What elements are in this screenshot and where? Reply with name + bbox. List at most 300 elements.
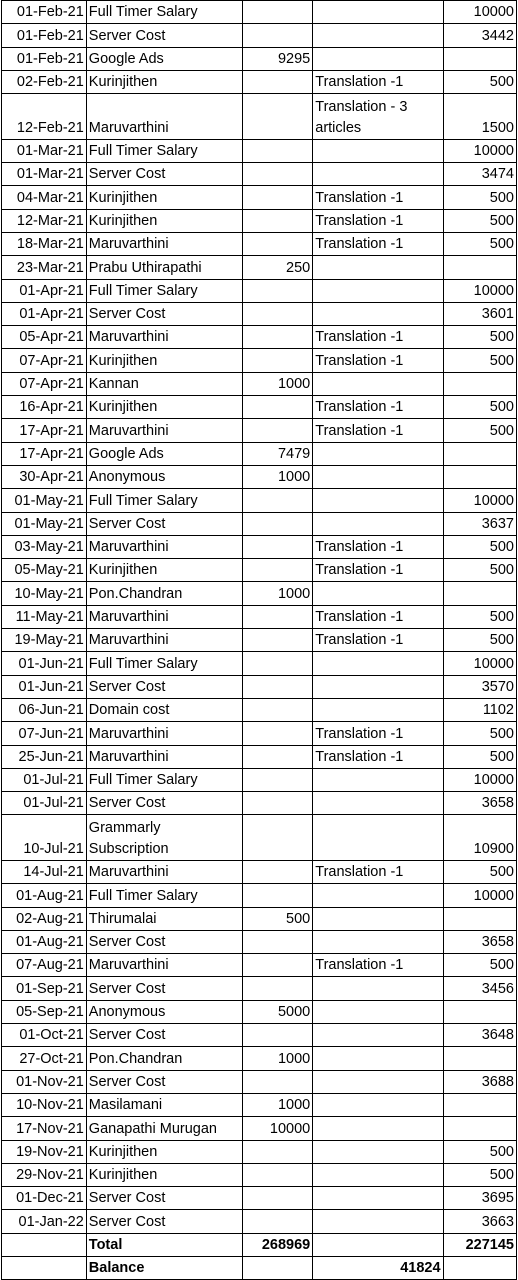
date-cell: 05-Apr-21 [2,326,87,349]
expense-cell: 10000 [443,768,516,791]
note-cell [313,372,443,395]
expense-cell: 500 [443,186,516,209]
note-cell: Translation -1 [313,396,443,419]
expense-cell: 10000 [443,884,516,907]
income-cell [242,279,312,302]
date-cell: 14-Jul-21 [2,860,87,883]
income-cell [242,698,312,721]
description-cell: Maruvarthini [86,94,242,140]
table-row [2,302,517,325]
expense-cell [443,256,516,279]
table-row [2,442,517,465]
table-row [2,256,517,279]
table-row [2,163,517,186]
income-cell [242,94,312,140]
income-cell: 9295 [242,47,312,70]
date-cell: 01-Mar-21 [2,139,87,162]
table-row [2,326,517,349]
income-cell [242,815,312,861]
table-row [2,279,517,302]
description-cell: Kurinjithen [86,396,242,419]
income-cell [242,302,312,325]
description-cell: Ganapathi Murugan [86,1117,242,1140]
table-row [2,1163,517,1186]
table-row [2,1000,517,1023]
date-cell: 07-Apr-21 [2,372,87,395]
note-cell [313,24,443,47]
income-cell: 1000 [242,1093,312,1116]
note-cell [313,792,443,815]
expense-cell [443,465,516,488]
note-cell [313,652,443,675]
income-cell: 500 [242,907,312,930]
note-cell: Translation -1 [313,605,443,628]
description-cell: Server Cost [86,302,242,325]
note-cell: Translation -1 [313,559,443,582]
table-row [2,535,517,558]
date-cell: 11-May-21 [2,605,87,628]
description-cell: Grammarly Subscription [86,815,242,861]
expense-cell: 500 [443,232,516,255]
income-cell [242,954,312,977]
table-row [2,465,517,488]
date-cell: 25-Jun-21 [2,745,87,768]
description-cell: Kurinjithen [86,349,242,372]
date-cell: 04-Mar-21 [2,186,87,209]
expense-cell: 500 [443,605,516,628]
table-row [2,419,517,442]
expense-cell: 3658 [443,792,516,815]
expense-cell: 500 [443,1140,516,1163]
ledger-table [1,0,517,1280]
balance-value: 41824 [313,1257,443,1280]
date-cell: 01-Dec-21 [2,1187,87,1210]
date-cell: 10-May-21 [2,582,87,605]
expense-cell: 10900 [443,815,516,861]
date-cell: 05-May-21 [2,559,87,582]
date-cell: 07-Aug-21 [2,954,87,977]
date-cell: 17-Apr-21 [2,419,87,442]
date-cell: 02-Aug-21 [2,907,87,930]
description-cell: Maruvarthini [86,232,242,255]
date-cell: 19-May-21 [2,629,87,652]
expense-cell [443,47,516,70]
table-row [2,1117,517,1140]
date-cell: 01-Jan-22 [2,1210,87,1233]
table-row [2,139,517,162]
table-row [2,629,517,652]
note-cell [313,465,443,488]
note-cell [313,1093,443,1116]
date-cell: 23-Mar-21 [2,256,87,279]
description-cell: Full Timer Salary [86,489,242,512]
ledger-body [2,1,517,1234]
income-cell [242,489,312,512]
date-cell: 01-Mar-21 [2,163,87,186]
expense-cell: 3648 [443,1024,516,1047]
table-row [2,815,517,861]
income-cell [242,186,312,209]
income-cell [242,1024,312,1047]
note-cell [313,1163,443,1186]
expense-cell: 3695 [443,1187,516,1210]
note-cell [313,1000,443,1023]
expense-cell: 500 [443,209,516,232]
table-row [2,605,517,628]
balance-expense-cell [443,1257,516,1280]
date-cell: 03-May-21 [2,535,87,558]
date-cell: 05-Sep-21 [2,1000,87,1023]
expense-cell [443,907,516,930]
expense-cell: 500 [443,745,516,768]
expense-cell: 3658 [443,930,516,953]
total-row [2,1233,517,1256]
table-row [2,1070,517,1093]
expense-cell: 3442 [443,24,516,47]
date-cell: 01-Jun-21 [2,675,87,698]
description-cell: Kurinjithen [86,1140,242,1163]
balance-date-cell [2,1257,87,1280]
income-cell [242,70,312,93]
note-cell [313,884,443,907]
income-cell [242,745,312,768]
table-row [2,860,517,883]
expense-cell: 500 [443,1163,516,1186]
date-cell: 01-Apr-21 [2,302,87,325]
date-cell: 17-Apr-21 [2,442,87,465]
expense-cell: 1102 [443,698,516,721]
expense-cell: 500 [443,70,516,93]
date-cell: 10-Jul-21 [2,815,87,861]
income-cell [242,884,312,907]
note-cell [313,1117,443,1140]
description-cell: Prabu Uthirapathi [86,256,242,279]
table-row [2,1,517,24]
expense-cell: 3663 [443,1210,516,1233]
note-cell [313,1187,443,1210]
table-row [2,722,517,745]
note-cell: Translation - 3 articles [313,94,443,140]
description-cell: Maruvarthini [86,326,242,349]
balance-row [2,1257,517,1280]
note-cell [313,163,443,186]
expense-cell: 500 [443,396,516,419]
date-cell: 18-Mar-21 [2,232,87,255]
note-cell [313,768,443,791]
table-row [2,1093,517,1116]
table-row [2,489,517,512]
description-cell: Full Timer Salary [86,279,242,302]
table-row [2,698,517,721]
description-cell: Full Timer Salary [86,139,242,162]
expense-cell [443,582,516,605]
date-cell: 10-Nov-21 [2,1093,87,1116]
date-cell: 01-Apr-21 [2,279,87,302]
income-cell: 1000 [242,372,312,395]
table-row [2,512,517,535]
table-row [2,977,517,1000]
date-cell: 01-Feb-21 [2,24,87,47]
income-cell [242,605,312,628]
table-row [2,186,517,209]
description-cell: Server Cost [86,24,242,47]
note-cell [313,442,443,465]
table-row [2,884,517,907]
income-cell [242,1210,312,1233]
table-row [2,559,517,582]
date-cell: 29-Nov-21 [2,1163,87,1186]
expense-cell: 500 [443,629,516,652]
expense-cell: 3688 [443,1070,516,1093]
description-cell: Kurinjithen [86,209,242,232]
note-cell [313,1,443,24]
expense-cell [443,1093,516,1116]
income-cell: 250 [242,256,312,279]
note-cell [313,1070,443,1093]
note-cell [313,1024,443,1047]
note-cell: Translation -1 [313,70,443,93]
income-cell: 1000 [242,582,312,605]
note-cell: Translation -1 [313,629,443,652]
income-cell [242,629,312,652]
date-cell: 01-Aug-21 [2,930,87,953]
income-cell [242,1,312,24]
total-income: 268969 [242,1233,312,1256]
table-row [2,745,517,768]
income-cell [242,232,312,255]
description-cell: Server Cost [86,512,242,535]
income-cell [242,675,312,698]
note-cell [313,698,443,721]
table-row [2,396,517,419]
table-row [2,954,517,977]
income-cell [242,24,312,47]
expense-cell: 10000 [443,1,516,24]
note-cell: Translation -1 [313,186,443,209]
income-cell [242,139,312,162]
expense-cell: 500 [443,326,516,349]
description-cell: Maruvarthini [86,629,242,652]
date-cell: 27-Oct-21 [2,1047,87,1070]
date-cell: 01-Jun-21 [2,652,87,675]
expense-cell: 500 [443,559,516,582]
note-cell [313,930,443,953]
table-row [2,930,517,953]
table-row [2,907,517,930]
expense-cell [443,1047,516,1070]
date-cell: 17-Nov-21 [2,1117,87,1140]
description-cell: Maruvarthini [86,605,242,628]
expense-cell: 500 [443,954,516,977]
table-row [2,209,517,232]
expense-cell: 3637 [443,512,516,535]
table-row [2,349,517,372]
expense-cell: 3474 [443,163,516,186]
income-cell: 1000 [242,465,312,488]
income-cell [242,652,312,675]
income-cell [242,792,312,815]
description-cell: Domain cost [86,698,242,721]
description-cell: Maruvarthini [86,419,242,442]
description-cell: Server Cost [86,792,242,815]
table-row [2,792,517,815]
income-cell: 10000 [242,1117,312,1140]
table-row [2,1140,517,1163]
expense-cell: 500 [443,419,516,442]
date-cell: 01-Aug-21 [2,884,87,907]
description-cell: Thirumalai [86,907,242,930]
note-cell: Translation -1 [313,326,443,349]
note-cell: Translation -1 [313,232,443,255]
table-row [2,652,517,675]
date-cell: 01-Sep-21 [2,977,87,1000]
description-cell: Full Timer Salary [86,768,242,791]
table-row [2,372,517,395]
note-cell [313,675,443,698]
description-cell: Masilamani [86,1093,242,1116]
expense-cell: 1500 [443,94,516,140]
table-row [2,24,517,47]
income-cell [242,349,312,372]
total-note-cell [313,1233,443,1256]
expense-cell: 10000 [443,279,516,302]
note-cell [313,1140,443,1163]
income-cell [242,326,312,349]
expense-cell: 500 [443,860,516,883]
description-cell: Google Ads [86,442,242,465]
expense-cell: 500 [443,722,516,745]
note-cell: Translation -1 [313,209,443,232]
income-cell [242,163,312,186]
description-cell: Maruvarthini [86,745,242,768]
description-cell: Kurinjithen [86,1163,242,1186]
date-cell: 01-Feb-21 [2,1,87,24]
table-row [2,232,517,255]
total-expense: 227145 [443,1233,516,1256]
total-label: Total [86,1233,242,1256]
table-row [2,582,517,605]
table-row [2,1187,517,1210]
description-cell: Kurinjithen [86,70,242,93]
description-cell: Maruvarthini [86,954,242,977]
description-cell: Server Cost [86,977,242,1000]
income-cell [242,977,312,1000]
expense-cell: 500 [443,349,516,372]
table-row [2,94,517,140]
date-cell: 06-Jun-21 [2,698,87,721]
description-cell: Full Timer Salary [86,1,242,24]
expense-cell [443,1117,516,1140]
date-cell: 01-May-21 [2,512,87,535]
description-cell: Server Cost [86,675,242,698]
expense-cell [443,1000,516,1023]
date-cell: 01-Feb-21 [2,47,87,70]
date-cell: 12-Feb-21 [2,94,87,140]
balance-income-cell [242,1257,312,1280]
expense-cell: 10000 [443,652,516,675]
date-cell: 01-May-21 [2,489,87,512]
date-cell: 19-Nov-21 [2,1140,87,1163]
description-cell: Server Cost [86,1070,242,1093]
income-cell: 5000 [242,1000,312,1023]
expense-cell: 3601 [443,302,516,325]
income-cell: 1000 [242,1047,312,1070]
description-cell: Pon.Chandran [86,1047,242,1070]
table-row [2,1047,517,1070]
income-cell [242,1163,312,1186]
date-cell: 01-Oct-21 [2,1024,87,1047]
expense-cell: 3570 [443,675,516,698]
income-cell: 7479 [242,442,312,465]
note-cell: Translation -1 [313,722,443,745]
date-cell: 01-Nov-21 [2,1070,87,1093]
description-cell: Kurinjithen [86,186,242,209]
date-cell: 02-Feb-21 [2,70,87,93]
note-cell: Translation -1 [313,860,443,883]
date-cell: 01-Jul-21 [2,792,87,815]
note-cell: Translation -1 [313,745,443,768]
description-cell: Maruvarthini [86,535,242,558]
note-cell: Translation -1 [313,349,443,372]
description-cell: Pon.Chandran [86,582,242,605]
description-cell: Google Ads [86,47,242,70]
income-cell [242,535,312,558]
income-cell [242,722,312,745]
expense-cell: 3456 [443,977,516,1000]
income-cell [242,1140,312,1163]
note-cell [313,815,443,861]
expense-cell [443,442,516,465]
expense-cell: 10000 [443,139,516,162]
note-cell [313,139,443,162]
date-cell: 12-Mar-21 [2,209,87,232]
note-cell [313,489,443,512]
note-cell: Translation -1 [313,419,443,442]
balance-label: Balance [86,1257,242,1280]
expense-cell [443,372,516,395]
date-cell: 30-Apr-21 [2,465,87,488]
income-cell [242,209,312,232]
table-row [2,1024,517,1047]
description-cell: Server Cost [86,163,242,186]
note-cell [313,512,443,535]
note-cell [313,1047,443,1070]
income-cell [242,860,312,883]
note-cell: Translation -1 [313,954,443,977]
expense-cell: 500 [443,535,516,558]
note-cell: Translation -1 [313,535,443,558]
date-cell: 07-Jun-21 [2,722,87,745]
income-cell [242,930,312,953]
description-cell: Kurinjithen [86,559,242,582]
description-cell: Full Timer Salary [86,884,242,907]
table-row [2,675,517,698]
table-row [2,768,517,791]
date-cell: 16-Apr-21 [2,396,87,419]
description-cell: Server Cost [86,1187,242,1210]
description-cell: Server Cost [86,1210,242,1233]
description-cell: Anonymous [86,1000,242,1023]
note-cell [313,256,443,279]
income-cell [242,1187,312,1210]
income-cell [242,512,312,535]
description-cell: Server Cost [86,930,242,953]
description-cell: Server Cost [86,1024,242,1047]
total-date-cell [2,1233,87,1256]
date-cell: 07-Apr-21 [2,349,87,372]
note-cell [313,279,443,302]
note-cell [313,302,443,325]
